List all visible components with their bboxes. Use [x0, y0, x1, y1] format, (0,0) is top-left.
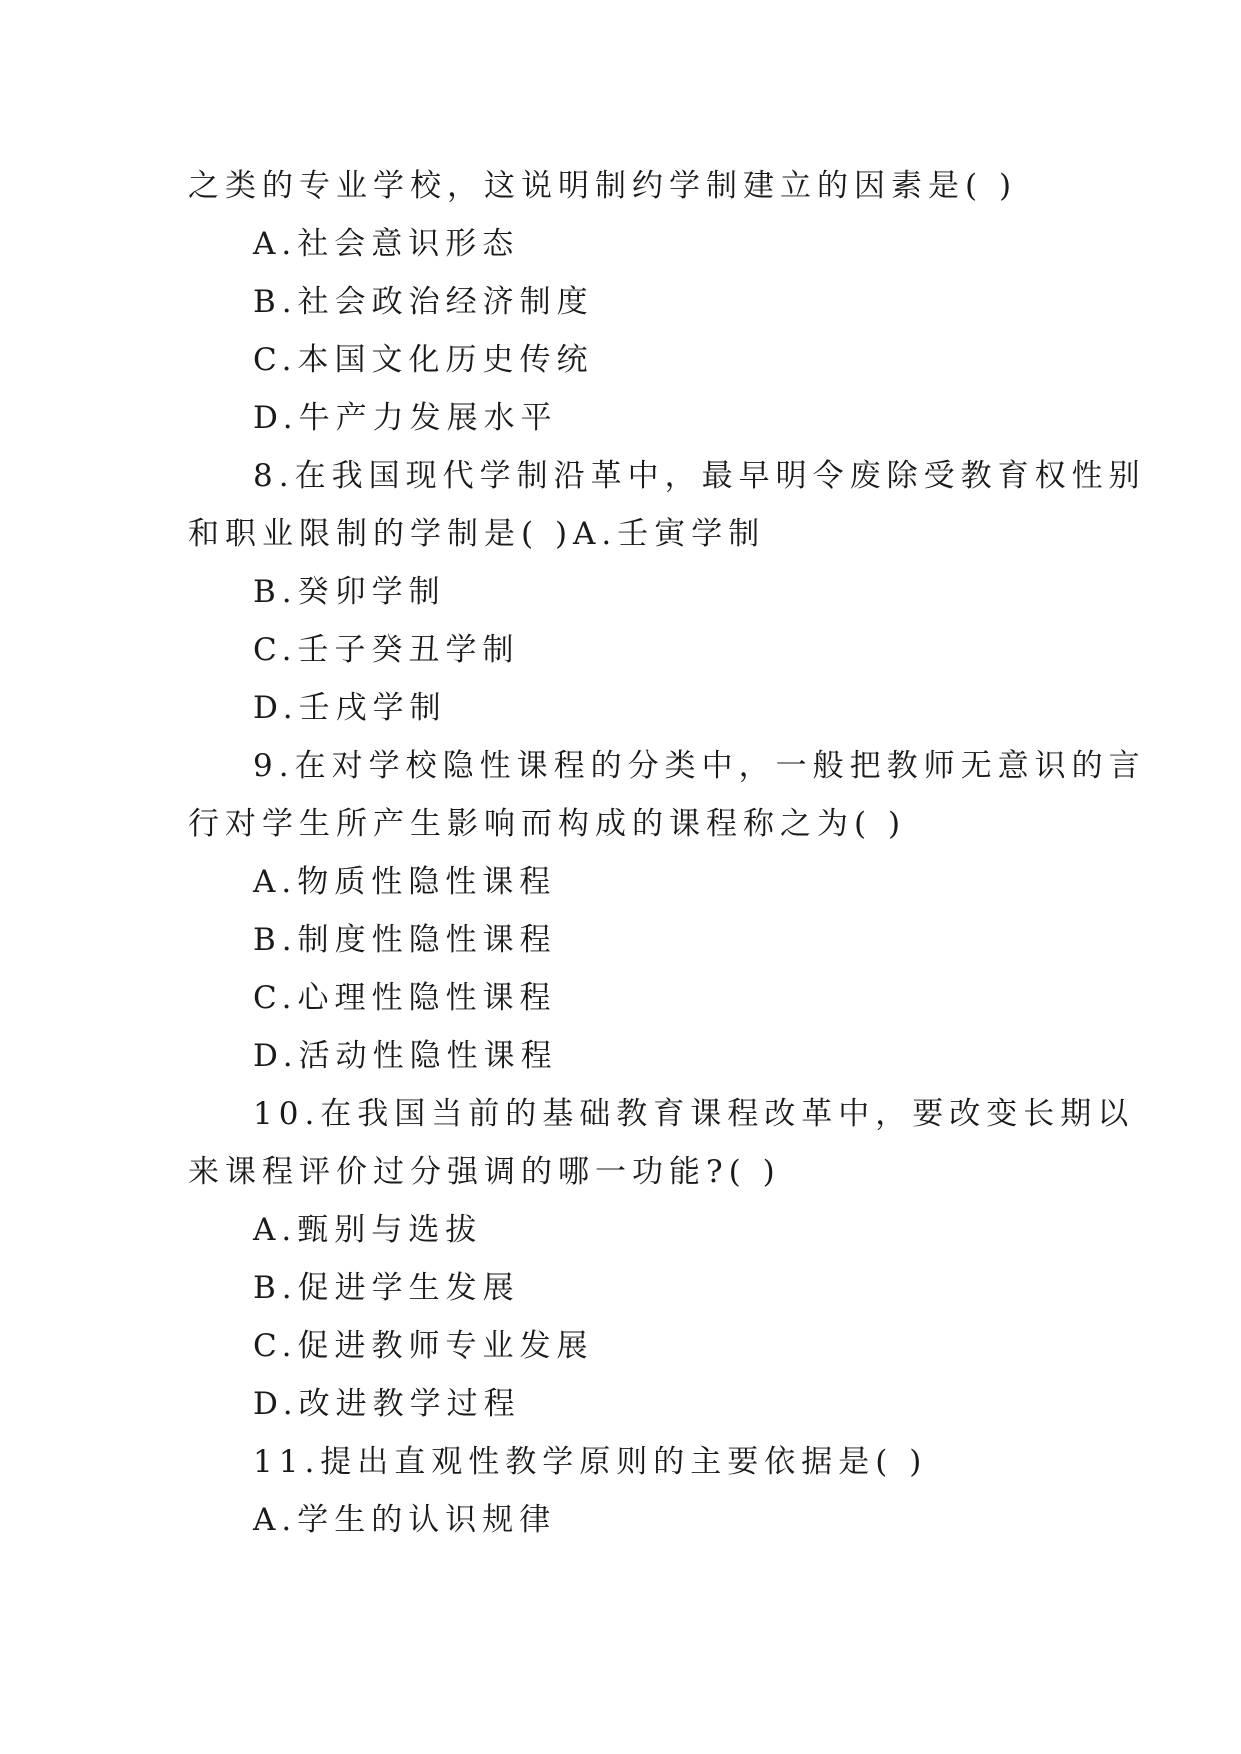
question-10-stem-continuation: 来课程评价过分强调的哪一功能?( ): [188, 1154, 781, 1190]
q7-option-b: B.社会政治经济制度: [253, 284, 594, 320]
question-7-stem-continuation: 之类的专业学校，这说明制约学制建立的因素是( ): [188, 168, 1018, 204]
q9-option-b: B.制度性隐性课程: [253, 922, 557, 958]
q10-option-a: A.甄别与选拔: [253, 1212, 483, 1248]
question-9-stem: 9.在对学校隐性课程的分类中，一般把教师无意识的言: [253, 748, 1146, 784]
question-10-stem: 10.在我国当前的基础教育课程改革中，要改变长期以: [253, 1096, 1135, 1132]
q9-option-d: D.活动性隐性课程: [253, 1038, 558, 1074]
q9-option-c: C.心理性隐性课程: [253, 980, 557, 1016]
q10-option-b: B.促进学生发展: [253, 1270, 520, 1306]
q11-option-a: A.学生的认识规律: [253, 1502, 557, 1538]
q7-option-a: A.社会意识形态: [253, 226, 520, 262]
q8-option-b: B.癸卯学制: [253, 574, 446, 610]
q8-option-d: D.壬戌学制: [253, 690, 447, 726]
question-8-stem: 8.在我国现代学制沿革中，最早明令废除受教育权性别: [253, 458, 1146, 494]
q9-option-a: A.物质性隐性课程: [253, 864, 557, 900]
q8-option-c: C.壬子癸丑学制: [253, 632, 520, 668]
question-9-stem-continuation: 行对学生所产生影响而构成的课程称之为( ): [188, 806, 907, 842]
q10-option-d: D.改进教学过程: [253, 1386, 521, 1422]
question-8-stem-continuation: 和职业限制的学制是( )A.壬寅学制: [188, 516, 766, 552]
q7-option-c: C.本国文化历史传统: [253, 342, 594, 378]
q7-option-d: D.牛产力发展水平: [253, 400, 558, 436]
question-11-stem: 11.提出直观性教学原则的主要依据是( ): [253, 1444, 928, 1480]
q10-option-c: C.促进教师专业发展: [253, 1328, 594, 1364]
